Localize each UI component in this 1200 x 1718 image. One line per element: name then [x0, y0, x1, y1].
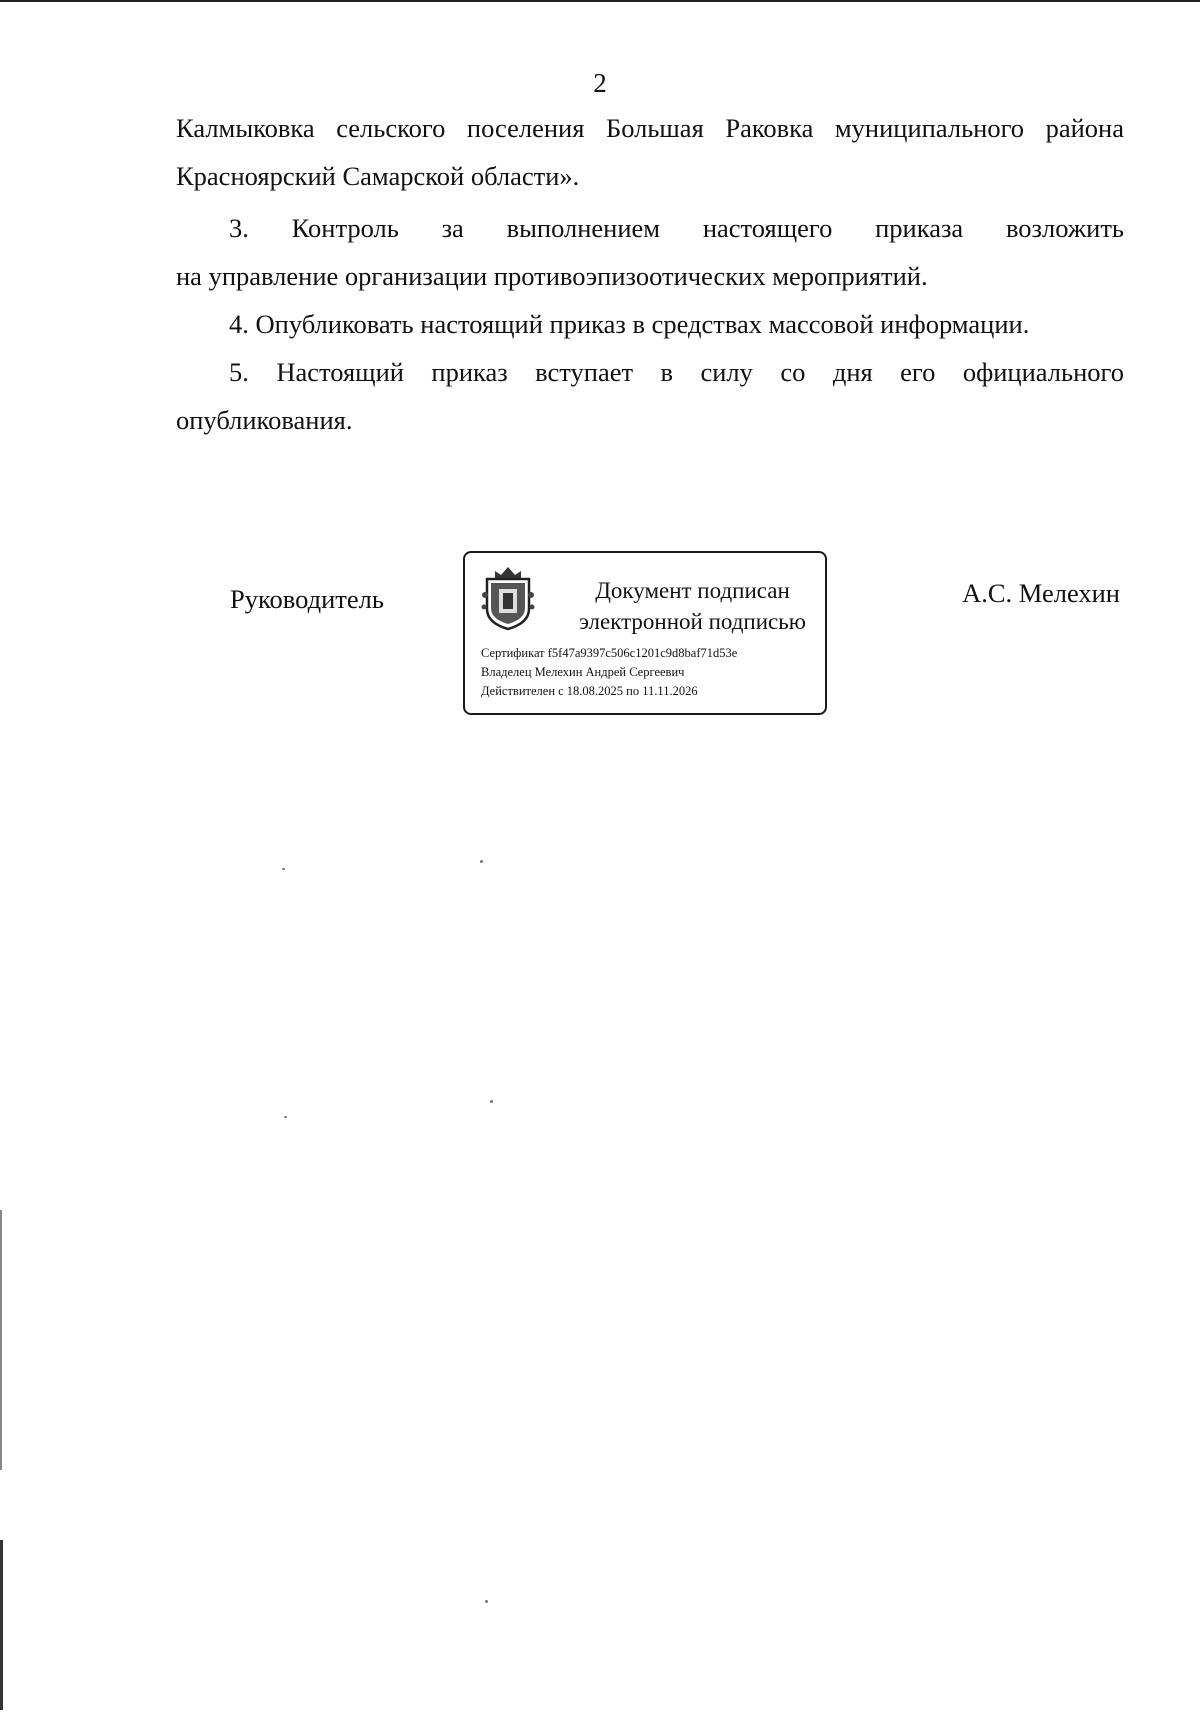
stamp-heading-line: Документ подписан [595, 578, 790, 603]
text-line: Красноярский Самарской области». [176, 161, 580, 191]
stamp-heading [565, 575, 820, 637]
paragraph-4 [176, 300, 1124, 348]
text-line: 3. Контроль за выполнением настоящего приказа возложить [229, 213, 1124, 243]
signer-title: Руководитель [230, 584, 384, 614]
paragraph-5 [176, 348, 1124, 444]
paragraph-3 [176, 204, 1124, 300]
text-line: на управление организации противоэпизоотических мероприятий. [176, 261, 928, 291]
coat-of-arms-icon [481, 565, 535, 631]
paragraph-continuation [176, 104, 1124, 200]
signer-name: А.С. Мелехин [962, 578, 1120, 608]
scan-speck [282, 868, 285, 870]
scan-speck [490, 1100, 493, 1103]
scan-left-edge [0, 1210, 2, 1470]
text-line: Калмыковка сельского поселения Большая Раковка муниципального района [176, 113, 1124, 143]
stamp-details [481, 644, 737, 701]
scan-speck [284, 1116, 287, 1118]
stamp-heading-line: электронной подписью [579, 609, 806, 634]
page-number: 2 [593, 68, 607, 98]
certificate-owner: Владелец Мелехин Андрей Сергеевич [481, 665, 685, 679]
electronic-signature-stamp [463, 551, 827, 715]
scan-speck [485, 1600, 488, 1603]
certificate-validity: Действителен с 18.08.2025 по 11.11.2026 [481, 684, 698, 698]
scan-top-edge [0, 0, 1200, 2]
text-line: 4. Опубликовать настоящий приказ в средствах массовой информации. [229, 309, 1030, 339]
scan-speck [480, 860, 483, 863]
text-line: 5. Настоящий приказ вступает в силу со дня его официального [229, 357, 1124, 387]
text-line: опубликования. [176, 405, 353, 435]
certificate-number: Сертификат f5f47a9397c506c1201c9d8baf71d53e [481, 646, 738, 660]
scan-left-edge [0, 1540, 3, 1710]
